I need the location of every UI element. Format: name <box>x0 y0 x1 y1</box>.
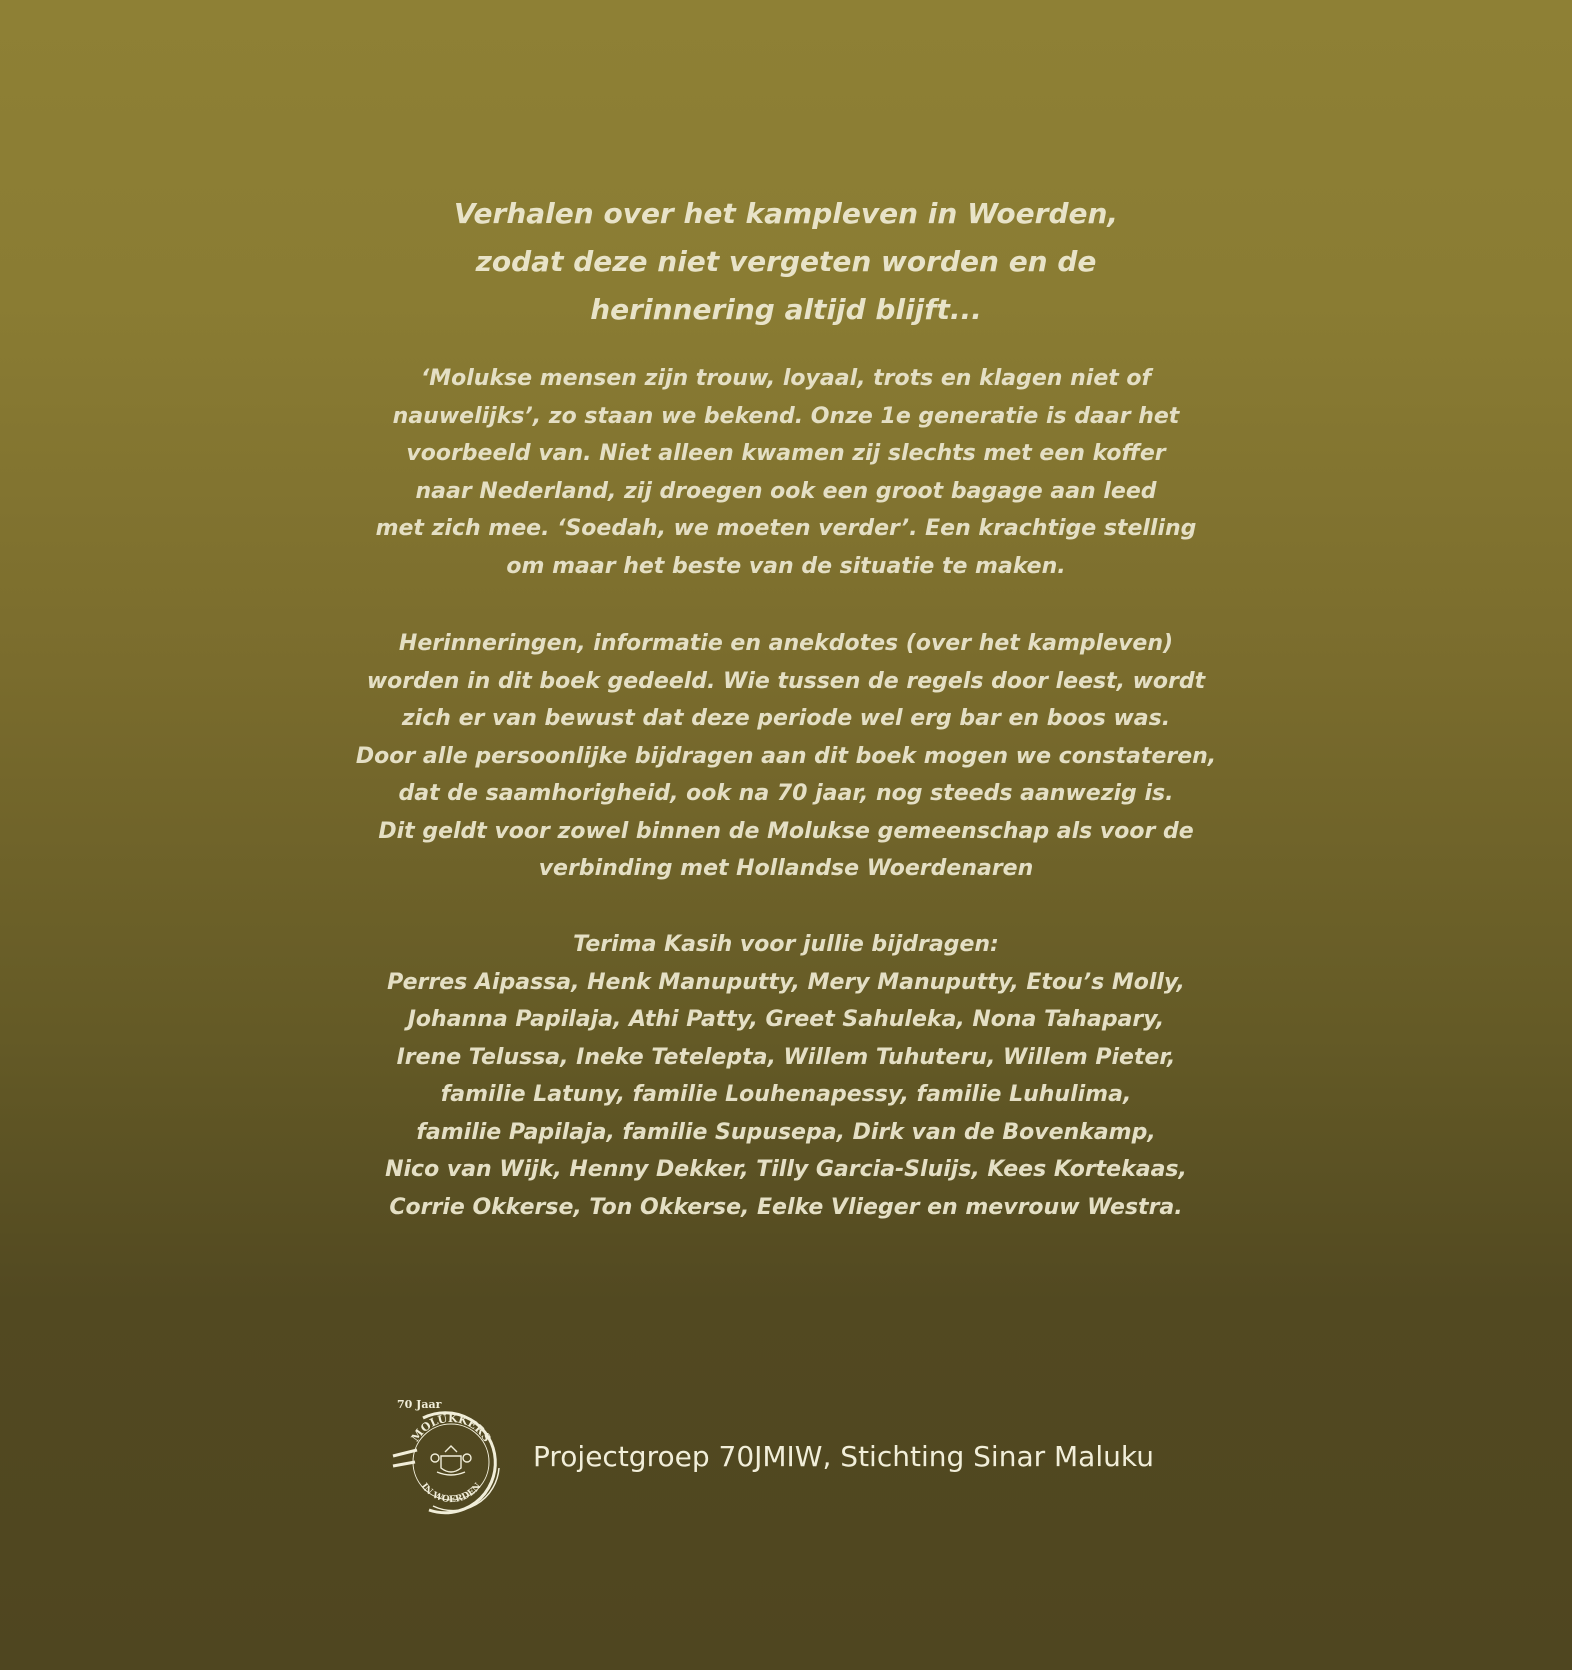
logo-ring-bottom-text: IN WOERDEN <box>418 1481 484 1506</box>
contributors-line: Irene Telussa, Ineke Tetelepta, Willem Tuhuteru, Willem Pieter, <box>396 1044 1176 1070</box>
logo-emblem-icon <box>389 1398 513 1522</box>
paragraph-line: voorbeeld van. Niet alleen kwamen zij slechts met een koffer <box>406 441 1166 466</box>
paragraph-line: worden in dit boek gedeeld. Wie tussen de regels door leest, wordt <box>366 668 1206 694</box>
paragraph-memories <box>0 625 1572 888</box>
contributors-line: Johanna Papilaja, Athi Patty, Greet Sahuleka, Nona Tahapary, <box>407 1007 1165 1032</box>
paragraph-line: naar Nederland, zij droegen ook een groot bagage aan leed <box>415 478 1157 504</box>
intro-line: herinnering altijd blijft... <box>590 293 982 326</box>
paragraph-line: Dit geldt voor zowel binnen de Molukse gemeenschap als voor de <box>378 818 1194 844</box>
paragraph-line: nauwelijks’, zo staan we bekend. Onze 1e generatie is daar het <box>392 403 1180 429</box>
logo-ring-top-text: MOLUKKERS <box>408 1411 494 1445</box>
paragraph-line: Door alle persoonlijke bijdragen aan dit boek mogen we constateren, <box>355 743 1217 769</box>
paragraph-thanks <box>0 926 1572 1226</box>
logo-70-jaar-text: 70 Jaar <box>397 1398 442 1411</box>
paragraph-line: zich er van bewust dat deze periode wel erg bar en boos was. <box>401 706 1171 731</box>
paragraph-line: ‘Molukse mensen zijn trouw, loyaal, trots en klagen niet of <box>420 366 1152 391</box>
paragraph-line: Herinneringen, informatie en anekdotes (over het kampleven) <box>398 631 1174 656</box>
contributors-line: Nico van Wijk, Henny Dekker, Tilly Garcia-Sluijs, Kees Kortekaas, <box>385 1157 1187 1182</box>
paragraph-line: dat de saamhorigheid, ook na 70 jaar, nog steeds aanwezig is. <box>398 781 1174 806</box>
logo-70-jaar-molukkers <box>389 1398 513 1522</box>
paragraph-line: om maar het beste van de situatie te maken. <box>506 553 1066 579</box>
intro-line: zodat deze niet vergeten worden en de <box>475 245 1097 278</box>
intro-heading <box>0 190 1572 334</box>
thanks-heading: Terima Kasih voor jullie bijdragen: <box>573 932 999 957</box>
contributors-line: familie Latuny, familie Louhenapessy, familie Luhulima, <box>440 1082 1132 1107</box>
intro-line: Verhalen over het kampleven in Woerden, <box>453 197 1119 230</box>
paragraph-line: met zich mee. ‘Soedah, we moeten verder’. Een krachtige stelling <box>375 516 1197 541</box>
contributors-line: Corrie Okkerse, Ton Okkerse, Eelke Vlieger en mevrouw Westra. <box>389 1194 1183 1220</box>
paragraph-character <box>0 360 1572 585</box>
footer-credit: Projectgroep 70JMIW, Stichting Sinar Maluku <box>533 1440 1154 1473</box>
contributors-line: Perres Aipassa, Henk Manuputty, Mery Manuputty, Etou’s Molly, <box>387 969 1185 995</box>
paragraph-line: verbinding met Hollandse Woerdenaren <box>538 856 1034 881</box>
contributors-line: familie Papilaja, familie Supusepa, Dirk van de Bovenkamp, <box>416 1119 1156 1145</box>
